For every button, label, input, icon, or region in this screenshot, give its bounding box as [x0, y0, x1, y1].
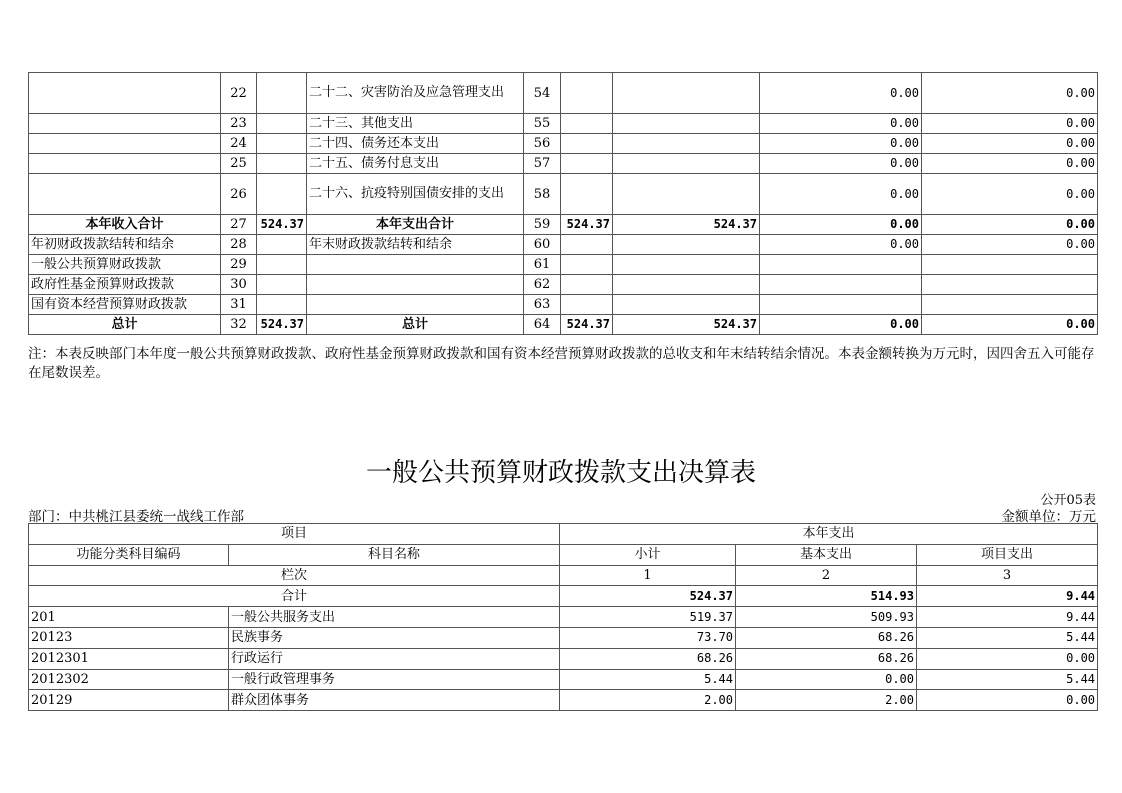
income-item — [29, 174, 221, 215]
basic-amount: 68.26 — [736, 648, 917, 669]
table-row — [29, 627, 1098, 648]
table-note: 注：本表反映部门本年度一般公共预算财政拨款、政府性基金预算财政拨款和国有资本经营预算财政拨款的总收支和年末结转结余情况。本表金额转换为万元时，因四舍五入可能存在尾数误差。 — [28, 346, 1095, 381]
total-label: 合计 — [29, 586, 560, 607]
subject-code: 2012302 — [29, 669, 229, 690]
column-index-3: 3 — [917, 565, 1098, 586]
table-row — [29, 255, 1098, 275]
income-expense-table — [28, 72, 1098, 335]
column-index-1: 1 — [560, 565, 736, 586]
general-budget-amount — [613, 295, 760, 315]
capital-budget-amount — [922, 255, 1098, 275]
income-amount — [257, 134, 307, 154]
project-amount: 0.00 — [917, 690, 1098, 711]
basic-amount: 509.93 — [736, 607, 917, 628]
income-amount — [257, 73, 307, 114]
table-row — [29, 154, 1098, 174]
income-line-no: 22 — [221, 73, 257, 114]
expense-amount: 524.37 — [561, 315, 613, 335]
header-code: 功能分类科目编码 — [29, 544, 229, 565]
general-budget-amount — [613, 73, 760, 114]
subject-code: 20123 — [29, 627, 229, 648]
fund-budget-amount: 0.00 — [760, 114, 922, 134]
expense-amount: 524.37 — [561, 215, 613, 235]
expense-amount — [561, 295, 613, 315]
expense-item: 二十四、债务还本支出 — [307, 134, 524, 154]
basic-amount: 68.26 — [736, 627, 917, 648]
column-index-row — [29, 565, 1098, 586]
general-budget-amount — [613, 255, 760, 275]
general-budget-amount — [613, 134, 760, 154]
general-budget-amount — [613, 235, 760, 255]
income-item: 政府性基金预算财政拨款 — [29, 275, 221, 295]
total-project: 9.44 — [917, 586, 1098, 607]
general-budget-amount — [613, 174, 760, 215]
subject-code: 20129 — [29, 690, 229, 711]
page-title: 一般公共预算财政拨款支出决算表 — [365, 458, 756, 488]
expense-amount — [561, 154, 613, 174]
basic-amount: 0.00 — [736, 669, 917, 690]
table-row — [29, 73, 1098, 114]
income-amount — [257, 295, 307, 315]
expense-line-no: 57 — [524, 154, 561, 174]
header-subtotal: 小计 — [560, 544, 736, 565]
expense-item: 二十三、其他支出 — [307, 114, 524, 134]
form-code: 公开05表 — [1040, 493, 1096, 508]
header-project: 项目支出 — [917, 544, 1098, 565]
income-item — [29, 73, 221, 114]
basic-amount: 2.00 — [736, 690, 917, 711]
expense-line-no: 54 — [524, 73, 561, 114]
income-item — [29, 154, 221, 174]
fund-budget-amount — [760, 275, 922, 295]
general-budget-amount — [613, 154, 760, 174]
expense-item: 二十二、灾害防治及应急管理支出 — [307, 73, 524, 114]
income-line-no: 29 — [221, 255, 257, 275]
header-current-year: 本年支出 — [560, 524, 1098, 545]
capital-budget-amount: 0.00 — [922, 154, 1098, 174]
income-item: 国有资本经营预算财政拨款 — [29, 295, 221, 315]
subject-name: 群众团体事务 — [229, 690, 560, 711]
income-line-no: 25 — [221, 154, 257, 174]
general-budget-amount: 524.37 — [613, 315, 760, 335]
expense-amount — [561, 134, 613, 154]
table-row — [29, 235, 1098, 255]
table-row — [29, 295, 1098, 315]
unit-label: 金额单位：万元 — [1001, 509, 1096, 525]
header-row-2 — [29, 544, 1098, 565]
table-row — [29, 174, 1098, 215]
income-amount: 524.37 — [257, 215, 307, 235]
fund-budget-amount: 0.00 — [760, 73, 922, 114]
capital-budget-amount: 0.00 — [922, 235, 1098, 255]
expense-item — [307, 295, 524, 315]
income-amount — [257, 114, 307, 134]
income-amount — [257, 275, 307, 295]
expense-item — [307, 275, 524, 295]
header-row-1 — [29, 524, 1098, 545]
subject-name: 行政运行 — [229, 648, 560, 669]
header-item: 项目 — [29, 524, 560, 545]
expense-line-no: 56 — [524, 134, 561, 154]
subject-name: 一般公共服务支出 — [229, 607, 560, 628]
fund-budget-amount: 0.00 — [760, 134, 922, 154]
general-budget-amount — [613, 114, 760, 134]
fund-budget-amount: 0.00 — [760, 174, 922, 215]
income-amount — [257, 235, 307, 255]
expenditure-table-body — [29, 607, 1098, 711]
capital-budget-amount: 0.00 — [922, 174, 1098, 215]
expense-amount — [561, 73, 613, 114]
income-amount — [257, 154, 307, 174]
income-amount: 524.37 — [257, 315, 307, 335]
expense-line-no: 60 — [524, 235, 561, 255]
fund-budget-amount: 0.00 — [760, 315, 922, 335]
total-subtotal: 524.37 — [560, 586, 736, 607]
expense-line-no: 59 — [524, 215, 561, 235]
project-amount: 9.44 — [917, 607, 1098, 628]
expense-amount — [561, 235, 613, 255]
income-line-no: 24 — [221, 134, 257, 154]
column-index-label: 栏次 — [29, 565, 560, 586]
table-row — [29, 114, 1098, 134]
fund-budget-amount: 0.00 — [760, 235, 922, 255]
income-item: 总计 — [29, 315, 221, 335]
expense-item: 总计 — [307, 315, 524, 335]
expense-line-no: 61 — [524, 255, 561, 275]
table-row — [29, 669, 1098, 690]
column-index-2: 2 — [736, 565, 917, 586]
capital-budget-amount — [922, 275, 1098, 295]
subject-code: 201 — [29, 607, 229, 628]
expense-amount — [561, 275, 613, 295]
fund-budget-amount: 0.00 — [760, 215, 922, 235]
expense-item: 本年支出合计 — [307, 215, 524, 235]
income-item — [29, 134, 221, 154]
project-amount: 5.44 — [917, 669, 1098, 690]
capital-budget-amount — [922, 295, 1098, 315]
subtotal-amount: 519.37 — [560, 607, 736, 628]
subject-name: 一般行政管理事务 — [229, 669, 560, 690]
project-amount: 0.00 — [917, 648, 1098, 669]
income-line-no: 23 — [221, 114, 257, 134]
capital-budget-amount: 0.00 — [922, 73, 1098, 114]
project-amount: 5.44 — [917, 627, 1098, 648]
income-item — [29, 114, 221, 134]
income-item: 本年收入合计 — [29, 215, 221, 235]
expense-line-no: 63 — [524, 295, 561, 315]
income-amount — [257, 174, 307, 215]
expense-line-no: 62 — [524, 275, 561, 295]
capital-budget-amount: 0.00 — [922, 215, 1098, 235]
table-row — [29, 275, 1098, 295]
capital-budget-amount: 0.00 — [922, 134, 1098, 154]
expense-line-no: 55 — [524, 114, 561, 134]
subtotal-amount: 5.44 — [560, 669, 736, 690]
income-line-no: 27 — [221, 215, 257, 235]
expense-line-no: 64 — [524, 315, 561, 335]
table-row — [29, 690, 1098, 711]
department-label: 部门：中共桃江县委统一战线工作部 — [28, 509, 244, 525]
expense-item: 年末财政拨款结转和结余 — [307, 235, 524, 255]
expense-item — [307, 255, 524, 275]
income-amount — [257, 255, 307, 275]
subject-code: 2012301 — [29, 648, 229, 669]
fund-budget-amount: 0.00 — [760, 154, 922, 174]
income-line-no: 32 — [221, 315, 257, 335]
table-row — [29, 215, 1098, 235]
subject-name: 民族事务 — [229, 627, 560, 648]
header-basic: 基本支出 — [736, 544, 917, 565]
income-line-no: 26 — [221, 174, 257, 215]
total-row — [29, 586, 1098, 607]
expense-amount — [561, 174, 613, 215]
fund-budget-amount — [760, 255, 922, 275]
table-row — [29, 315, 1098, 335]
table-row — [29, 607, 1098, 628]
expense-amount — [561, 255, 613, 275]
income-line-no: 31 — [221, 295, 257, 315]
income-expense-table-body — [29, 73, 1098, 335]
general-budget-amount: 524.37 — [613, 215, 760, 235]
subtotal-amount: 2.00 — [560, 690, 736, 711]
table-row — [29, 648, 1098, 669]
expenditure-table — [28, 523, 1098, 711]
capital-budget-amount: 0.00 — [922, 114, 1098, 134]
total-basic: 514.93 — [736, 586, 917, 607]
expense-item: 二十六、抗疫特别国债安排的支出 — [307, 174, 524, 215]
income-line-no: 30 — [221, 275, 257, 295]
table-row — [29, 134, 1098, 154]
income-item: 年初财政拨款结转和结余 — [29, 235, 221, 255]
general-budget-amount — [613, 275, 760, 295]
income-item: 一般公共预算财政拨款 — [29, 255, 221, 275]
subtotal-amount: 68.26 — [560, 648, 736, 669]
fund-budget-amount — [760, 295, 922, 315]
expense-item: 二十五、债务付息支出 — [307, 154, 524, 174]
header-name: 科目名称 — [229, 544, 560, 565]
expense-line-no: 58 — [524, 174, 561, 215]
expense-amount — [561, 114, 613, 134]
income-line-no: 28 — [221, 235, 257, 255]
subtotal-amount: 73.70 — [560, 627, 736, 648]
capital-budget-amount: 0.00 — [922, 315, 1098, 335]
